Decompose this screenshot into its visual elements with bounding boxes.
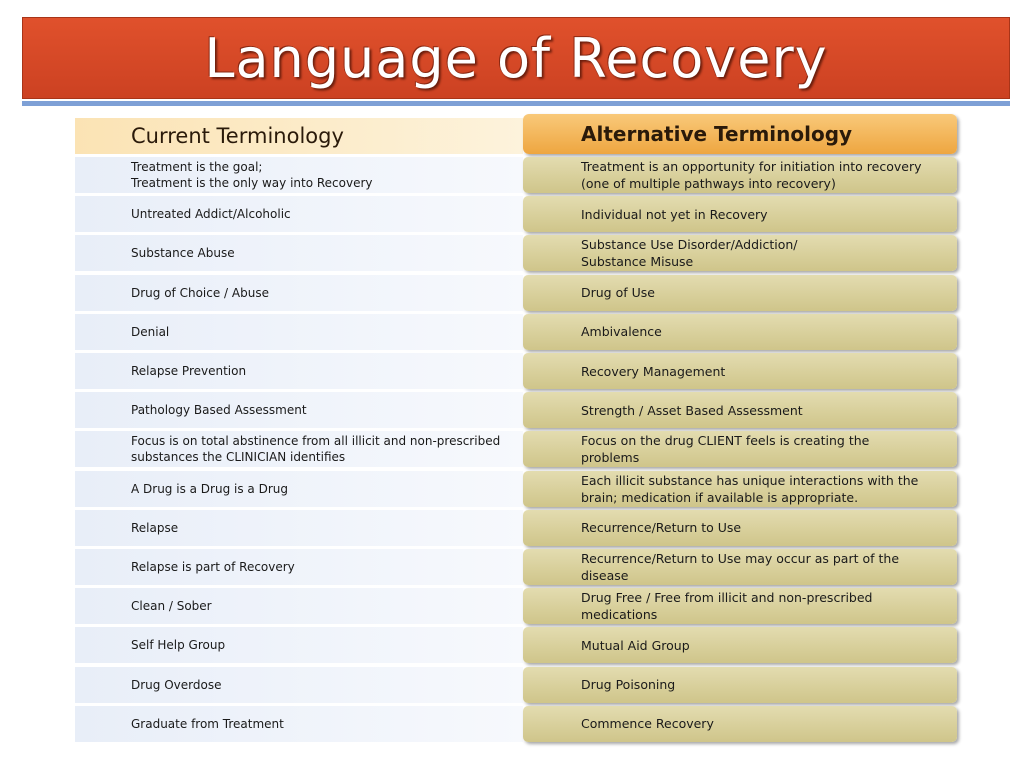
current-term-cell: Relapse is part of Recovery [75, 549, 523, 585]
table-row [75, 588, 957, 624]
table-row [75, 706, 957, 742]
current-term-cell: Drug of Choice / Abuse [75, 275, 523, 311]
current-term-cell: Substance Abuse [75, 235, 523, 271]
alternative-term-cell: Recovery Management [523, 353, 957, 389]
table-row [75, 627, 957, 663]
table-row [75, 549, 957, 585]
current-term-cell: Self Help Group [75, 627, 523, 663]
alternative-term-cell: Treatment is an opportunity for initiation into recovery (one of multiple pathways into recovery) [523, 157, 957, 193]
current-term-cell: Drug Overdose [75, 667, 523, 703]
alternative-term-cell: Ambivalence [523, 314, 957, 350]
current-term-cell: Relapse Prevention [75, 353, 523, 389]
table-row [75, 471, 957, 507]
alternative-term-cell: Recurrence/Return to Use [523, 510, 957, 546]
alternative-terminology-header: Alternative Terminology [523, 114, 957, 154]
alternative-term-cell: Substance Use Disorder/Addiction/ Substance Misuse [523, 235, 957, 271]
table-row [75, 275, 957, 311]
current-term-cell: Relapse [75, 510, 523, 546]
alternative-term-cell: Focus on the drug CLIENT feels is creating the problems [523, 431, 957, 467]
table-row [75, 196, 957, 232]
alternative-term-cell: Recurrence/Return to Use may occur as part of the disease [523, 549, 957, 585]
current-term-cell: Focus is on total abstinence from all illicit and non-prescribed substances the CLINICIAN identifies [75, 431, 523, 467]
table-row [75, 157, 957, 193]
current-term-cell: Graduate from Treatment [75, 706, 523, 742]
table-row [75, 392, 957, 428]
current-term-cell: A Drug is a Drug is a Drug [75, 471, 523, 507]
page-title: Language of Recovery [204, 26, 828, 90]
alternative-term-cell: Strength / Asset Based Assessment [523, 392, 957, 428]
current-terminology-header: Current Terminology [75, 118, 523, 154]
title-banner [22, 17, 1010, 99]
alternative-term-cell: Mutual Aid Group [523, 627, 957, 663]
table-row [75, 667, 957, 703]
current-term-cell: Treatment is the goal; Treatment is the only way into Recovery [75, 157, 523, 193]
alternative-term-cell: Drug Free / Free from illicit and non-prescribed medications [523, 588, 957, 624]
current-term-cell: Untreated Addict/Alcoholic [75, 196, 523, 232]
table-row [75, 235, 957, 271]
table-row [75, 314, 957, 350]
current-term-cell: Clean / Sober [75, 588, 523, 624]
alternative-term-cell: Drug Poisoning [523, 667, 957, 703]
alternative-term-cell: Individual not yet in Recovery [523, 196, 957, 232]
current-term-cell: Denial [75, 314, 523, 350]
current-term-cell: Pathology Based Assessment [75, 392, 523, 428]
table-row [75, 353, 957, 389]
alternative-term-cell: Commence Recovery [523, 706, 957, 742]
alternative-term-cell: Drug of Use [523, 275, 957, 311]
alternative-term-cell: Each illicit substance has unique interactions with the brain; medication if available is appropriate. [523, 471, 957, 507]
table-row [75, 510, 957, 546]
title-divider [22, 101, 1010, 106]
table-row [75, 431, 957, 467]
